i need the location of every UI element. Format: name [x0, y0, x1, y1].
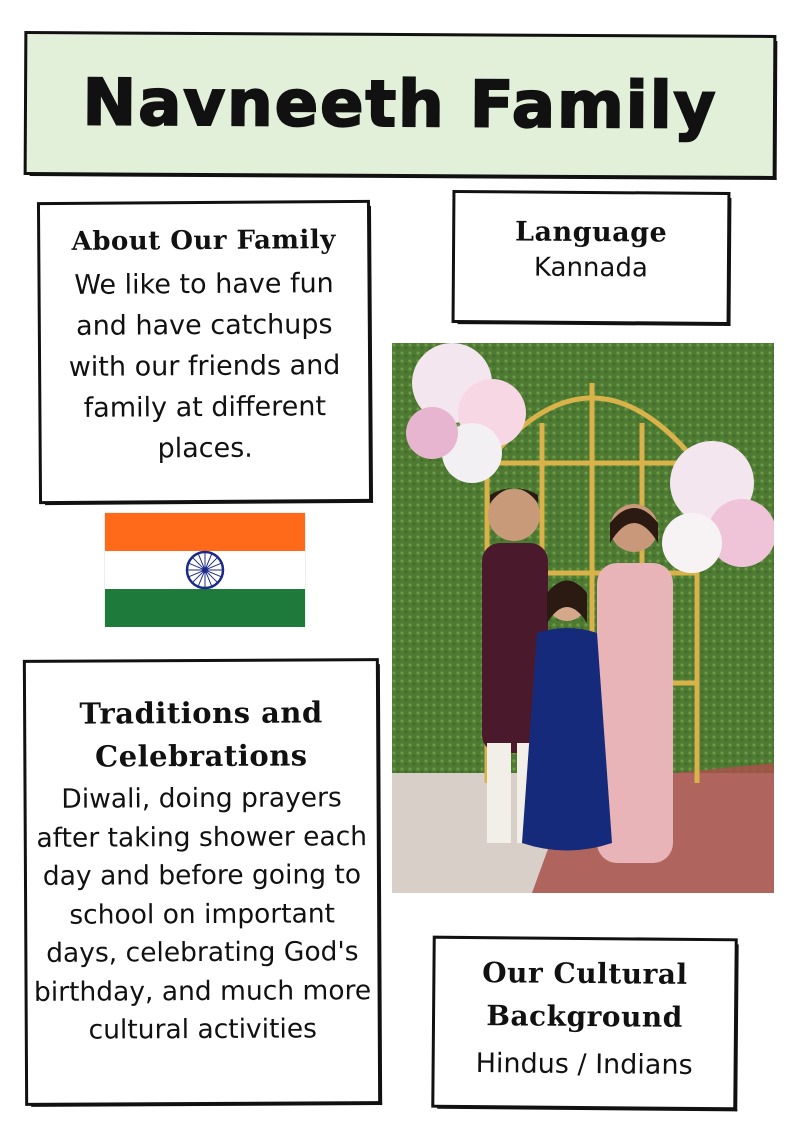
title-banner [24, 31, 777, 179]
language-heading: Language [514, 216, 668, 249]
traditions-text: Diwali, doing prayers after taking shower each day and before going to school on important days, celebrating God's birthday, and much more cultural activities [33, 782, 372, 1046]
traditions-heading: Traditions and Celebrations [79, 695, 323, 774]
about-text: We like to have fun and have catchups with our friends and family at different places. [68, 268, 341, 465]
family-photo [392, 343, 774, 893]
flag-saffron-band [105, 513, 305, 551]
flag-white-band [105, 551, 305, 589]
language-value: Kannada [533, 252, 648, 284]
about-family-card [37, 200, 372, 504]
ashoka-chakra-icon [185, 550, 225, 590]
cultural-background-card [431, 936, 737, 1111]
language-card [452, 190, 731, 325]
page-title: Navneeth Family [82, 66, 718, 144]
cultural-value: Hindus / Indians [475, 1048, 693, 1081]
cultural-heading: Our Cultural Background [482, 956, 688, 1034]
india-flag-icon [104, 512, 306, 626]
family-photo-illustration [392, 343, 774, 893]
flag-green-band [105, 589, 305, 627]
traditions-card [23, 658, 381, 1106]
about-heading: About Our Family [71, 225, 336, 257]
